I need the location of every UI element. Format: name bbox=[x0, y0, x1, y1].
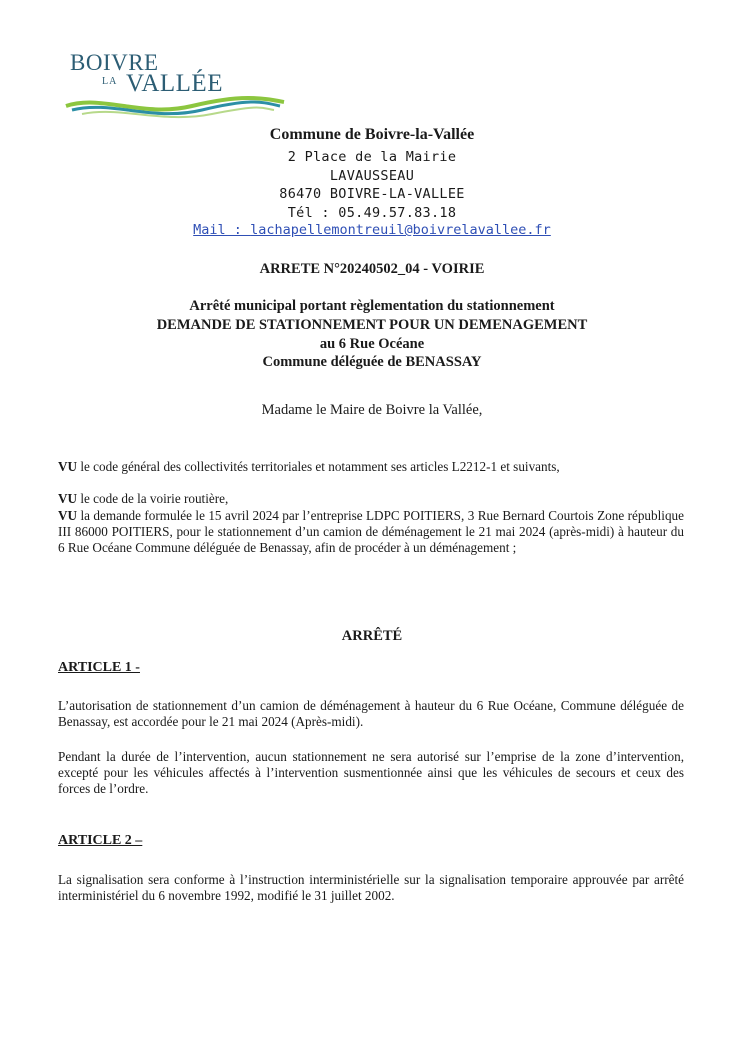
article-2-heading: ARTICLE 2 – bbox=[58, 833, 143, 848]
vu-text: le code général des collectivités territoriales et notamment ses articles L2212-1 et suivants, bbox=[77, 459, 560, 474]
article-1-paragraph-2: Pendant la durée de l’intervention, aucun stationnement ne sera autorisé sur l’emprise de la zone d’intervention, excepté pour les véhicules affectés à l’intervention susmentionnée ainsi que les véhicules de secours et ceux des forces de l’ordre. bbox=[58, 749, 684, 796]
title-line-3: au 6 Rue Océane bbox=[319, 336, 425, 352]
title-line-4: Commune déléguée de BENASSAY bbox=[262, 354, 482, 370]
address-line-1: 2 Place de la Mairie bbox=[287, 149, 457, 165]
vu-text: le code de la voirie routière, bbox=[77, 491, 229, 506]
title-line-2: DEMANDE DE STATIONNEMENT POUR UN DEMENAGEMENT bbox=[156, 317, 588, 333]
arrete-heading: ARRÊTÉ bbox=[341, 628, 403, 644]
commune-logo bbox=[62, 42, 292, 124]
mail-label: Mail : bbox=[193, 222, 251, 238]
vu-paragraph-3 bbox=[58, 508, 684, 556]
maire-line: Madame le Maire de Boivre la Vallée, bbox=[261, 402, 483, 418]
phone-number: Tél : 05.49.57.83.18 bbox=[287, 205, 457, 221]
vu-label: VU bbox=[58, 491, 78, 506]
mail-line bbox=[0, 222, 744, 238]
logo-wave-icon bbox=[62, 92, 292, 122]
logo-word-boivre: BOIVRE bbox=[70, 50, 159, 75]
commune-name: Commune de Boivre-la-Vallée bbox=[269, 126, 475, 143]
vu-paragraph-2 bbox=[58, 491, 684, 507]
article-2-paragraph-1: La signalisation sera conforme à l’instruction interministérielle sur la signalisation temporaire approuvée par arrêté interministériel du 6 novembre 1992, modifié le 31 juillet 2002. bbox=[58, 872, 684, 903]
address-line-2: LAVAUSSEAU bbox=[329, 168, 415, 184]
logo-word-la: LA bbox=[102, 76, 118, 87]
article-1-paragraph-1: L’autorisation de stationnement d’un camion de déménagement à hauteur du 6 Rue Océane, Commune déléguée de Benassay, est accordée pour le 21 mai 2024 (Après-midi). bbox=[58, 698, 684, 729]
article-1-heading: ARTICLE 1 - bbox=[58, 660, 140, 675]
address-line-3: 86470 BOIVRE-LA-VALLEE bbox=[279, 186, 465, 202]
arrete-number: ARRETE N°20240502_04 - VOIRIE bbox=[259, 261, 485, 277]
mail-link[interactable]: lachapellemontreuil@boivrelavallee.fr bbox=[250, 222, 551, 238]
vu-paragraph-1 bbox=[58, 459, 684, 475]
vu-label: VU bbox=[58, 508, 78, 523]
vu-text: la demande formulée le 15 avril 2024 par l’entreprise LDPC POITIERS, 3 Rue Bernard Courtois Zone république III 86000 POITIERS, pour le stationnement d’un camion de déménagement le 21 mai 2024 (après-midi) à hauteur du 6 Rue Océane Commune déléguée de Benassay, afin de procéder à un déménagement ; bbox=[58, 508, 684, 555]
logo-word-vallee: VALLÉE bbox=[126, 70, 223, 97]
title-line-1: Arrêté municipal portant règlementation du stationnement bbox=[189, 298, 555, 314]
vu-label: VU bbox=[58, 459, 78, 474]
